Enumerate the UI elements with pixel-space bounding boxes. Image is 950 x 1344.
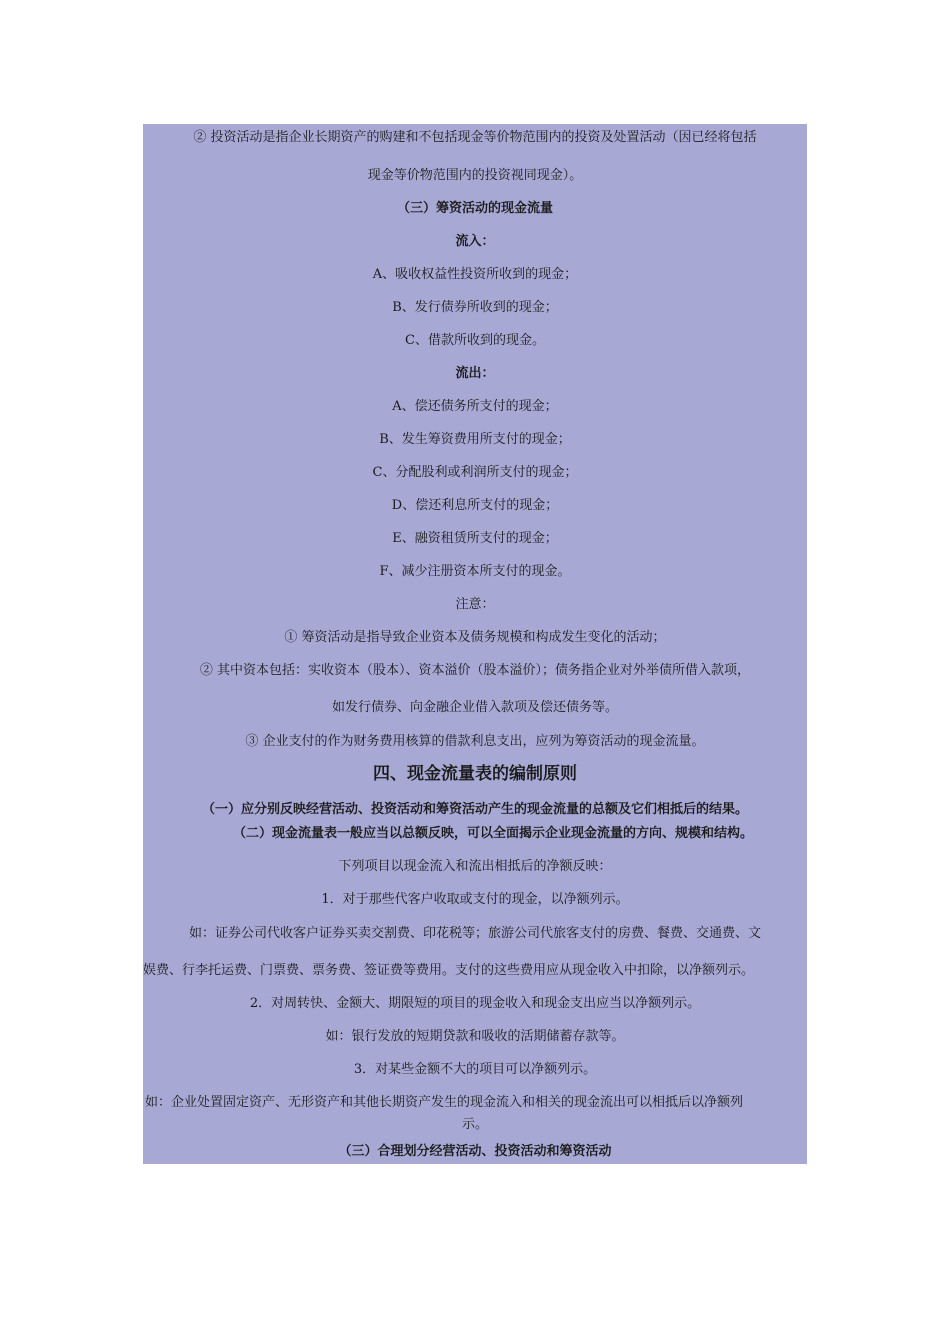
net-item-example-line-2: 娱费、行李托运费、门票费、票务费、签证费等费用。支付的这些费用应从现金收入中扣除，以净额列示。: [143, 963, 755, 978]
inflow-item: B、发行债券所收到的现金；: [392, 300, 558, 315]
note-item-continued: 如发行债券、向金融企业借入款项及偿还债务等。: [331, 700, 618, 715]
note-item: ② 其中资本包括：实收资本（股本）、资本溢价（股本溢价）；债务指企业对外举债所借入款项，: [199, 663, 751, 678]
investing-note-line-2: 现金等价物范围内的投资视同现金）。: [367, 168, 583, 183]
inflow-label: 流入：: [455, 234, 495, 249]
net-item: 3．对某些金额不大的项目可以净额列示。: [353, 1062, 597, 1077]
section-heading-financing: （三）筹资活动的现金流量: [396, 201, 553, 216]
note-item: ① 筹资活动是指导致企业资本及债务规模和构成发生变化的活动；: [284, 630, 666, 645]
outflow-item: A、偿还债务所支付的现金；: [392, 399, 558, 414]
net-item: 2．对周转快、金额大、期限短的项目的现金收入和现金支出应当以净额列示。: [249, 996, 701, 1011]
note-item: ③ 企业支付的作为财务费用核算的借款利息支出，应列为筹资活动的现金流量。: [245, 734, 705, 749]
note-label: 注意：: [455, 597, 495, 612]
principle-one: （一）应分别反映经营活动、投资活动和筹资活动产生的现金流量的总额及它们相抵后的结果。: [201, 802, 748, 817]
net-item: 1．对于那些代客户收取或支付的现金，以净额列示。: [321, 892, 629, 907]
net-item-example: 如：银行发放的短期贷款和吸收的活期储蓄存款等。: [325, 1029, 625, 1044]
document-panel: [143, 124, 807, 1164]
net-item-example-line-1: 如：企业处置固定资产、无形资产和其他长期资产发生的现金流入和相关的现金流出可以相抵后以净额列: [145, 1095, 744, 1110]
outflow-item: D、偿还利息所支付的现金；: [391, 498, 559, 513]
outflow-item: B、发生筹资费用所支付的现金；: [379, 432, 571, 447]
investing-note-line-1: ② 投资活动是指企业长期资产的购建和不包括现金等价物范围内的投资及处置活动（因已经将包括: [193, 130, 757, 145]
net-items-intro: 下列项目以现金流入和流出相抵后的净额反映：: [338, 859, 612, 874]
outflow-label: 流出：: [455, 366, 495, 381]
outflow-item: C、分配股利或利润所支付的现金；: [372, 465, 578, 480]
outflow-item: E、融资租赁所支付的现金；: [392, 531, 558, 546]
net-item-example-line-2: 示。: [461, 1117, 488, 1132]
net-item-example-line-1: 如：证券公司代收客户证券买卖交割费、印花税等；旅游公司代旅客支付的房费、餐费、交通费、文: [188, 926, 761, 941]
outflow-item: F、减少注册资本所支付的现金。: [379, 564, 571, 579]
inflow-item: A、吸收权益性投资所收到的现金；: [372, 267, 578, 282]
inflow-item: C、借款所收到的现金。: [405, 333, 545, 348]
section-heading-principles: 四、现金流量表的编制原则: [373, 764, 577, 784]
principle-three: （三）合理划分经营活动、投资活动和筹资活动: [338, 1144, 612, 1159]
principle-two: （二）现金流量表一般应当以总额反映，可以全面揭示企业现金流量的方向、规模和结构。: [232, 826, 753, 841]
